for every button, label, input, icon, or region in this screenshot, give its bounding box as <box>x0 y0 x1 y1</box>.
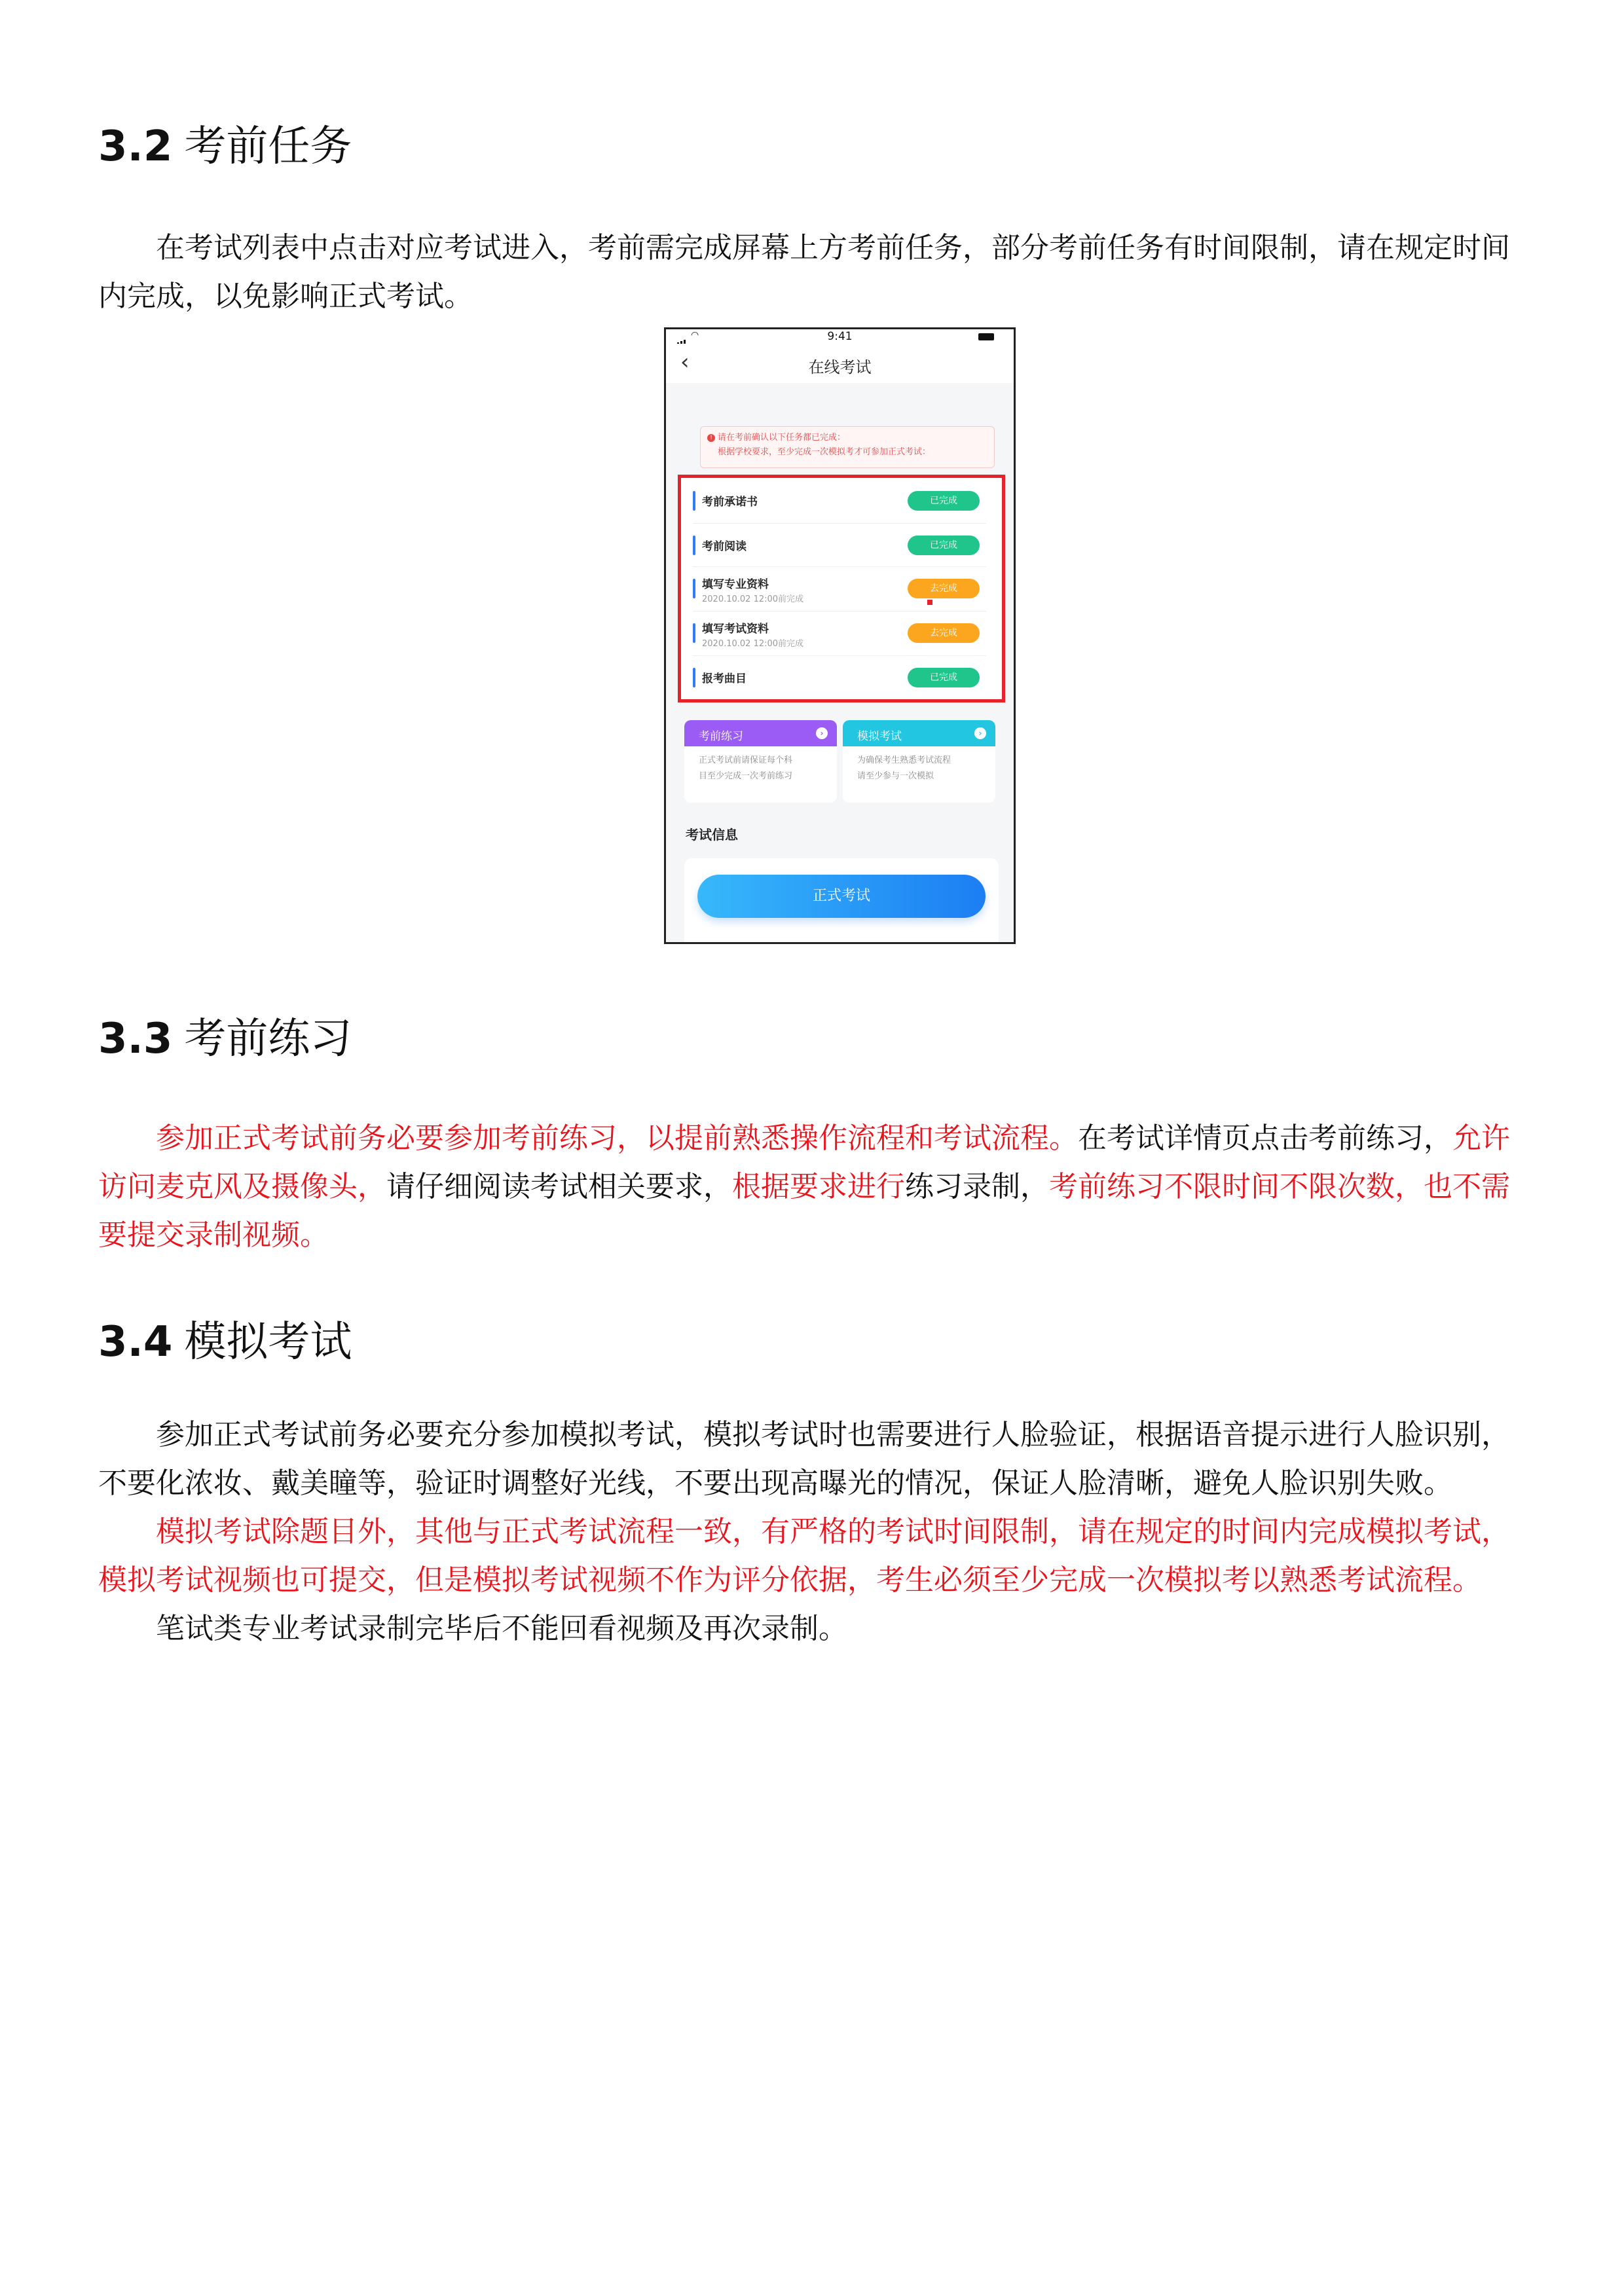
card-desc-line-1: 正式考试前请保证每个科 <box>699 756 793 765</box>
task-status-badge[interactable]: 已完成 <box>908 491 980 511</box>
card-title: 考前练习 <box>699 730 743 743</box>
task-name: 考前阅读 <box>702 540 747 553</box>
card-desc-line-2: 目至少完成一次考前练习 <box>699 771 793 781</box>
task-deadline: 2020.10.02 12:00前完成 <box>702 594 804 604</box>
task-status-badge[interactable]: 已完成 <box>908 536 980 555</box>
section-number: 3.3 <box>98 1015 173 1063</box>
body-text: 请仔细阅读考试相关要求， <box>386 1170 732 1203</box>
section-3-4-paragraph-3: 笔试类专业考试录制完毕后不能回看视频及再次录制。 <box>156 1612 847 1645</box>
task-marker <box>693 491 695 511</box>
red-text: 考前练习不限时间不限次数，也不需要提交录制视频。 <box>98 1170 1510 1252</box>
notice-line-1: 请在考前确认以下任务都已完成： <box>718 433 846 443</box>
task-item[interactable] <box>693 656 986 699</box>
alert-icon: ! <box>707 434 715 442</box>
card-title: 模拟考试 <box>857 730 902 743</box>
task-status-badge[interactable]: 去完成 <box>908 579 980 598</box>
nav-bar <box>666 344 1014 383</box>
back-icon[interactable]: ‹ <box>680 349 690 375</box>
exam-info-title: 考试信息 <box>686 827 738 843</box>
task-name: 填写考试资料 <box>702 623 769 636</box>
section-number: 3.4 <box>98 1318 173 1366</box>
mock-exam-card[interactable] <box>843 720 995 803</box>
wifi-icon: ◠ <box>691 330 699 340</box>
task-item[interactable] <box>693 524 986 567</box>
chevron-right-icon: › <box>974 727 986 739</box>
task-deadline: 2020.10.02 12:00前完成 <box>702 639 804 649</box>
task-notice <box>700 426 995 468</box>
task-name: 报考曲目 <box>702 672 747 685</box>
card-desc-line-2: 请至少参与一次模拟 <box>857 771 934 781</box>
task-item[interactable] <box>693 567 986 611</box>
chevron-right-icon: › <box>816 727 828 739</box>
task-name: 考前承诺书 <box>702 496 758 509</box>
notice-line-2: 根据学校要求，至少完成一次模拟考才可参加正式考试： <box>718 447 931 457</box>
task-marker <box>693 668 695 687</box>
nav-title: 在线考试 <box>808 358 872 376</box>
section-heading-3-4 <box>98 1308 352 1368</box>
section-heading-3-2 <box>98 113 352 173</box>
task-list-highlight <box>678 475 1005 702</box>
section-3-4-body <box>98 1411 1526 1653</box>
status-time: 9:41 <box>827 330 853 343</box>
section-title: 考前任务 <box>184 122 352 171</box>
task-item[interactable] <box>693 481 986 524</box>
formal-exam-button[interactable]: 正式考试 <box>697 875 986 918</box>
red-text: 参加正式考试前务必要参加考前练习，以提前熟悉操作流程和考试流程。 <box>156 1121 1078 1155</box>
red-text: 允许访问麦克风及摄像头， <box>98 1121 1510 1203</box>
section-title: 模拟考试 <box>184 1318 352 1366</box>
phone-screenshot <box>664 327 1016 944</box>
battery-icon <box>978 333 994 340</box>
red-marker <box>927 600 932 605</box>
task-marker <box>693 579 695 598</box>
task-status-badge[interactable]: 去完成 <box>908 623 980 643</box>
status-bar <box>666 329 1014 344</box>
task-marker <box>693 623 695 643</box>
task-name: 填写专业资料 <box>702 578 769 591</box>
section-heading-3-3 <box>98 1005 352 1065</box>
section-title: 考前练习 <box>184 1015 352 1063</box>
section-3-3-paragraph <box>98 1114 1526 1260</box>
body-text: 在考试详情页点击考前练习， <box>1078 1121 1452 1155</box>
card-desc-line-1: 为确保考生熟悉考试流程 <box>857 756 951 765</box>
section-3-2-paragraph: 在考试列表中点击对应考试进入，考前需完成屏幕上方考前任务，部分考前任务有时间限制，请在规定时间内完成，以免影响正式考试。 <box>98 231 1510 313</box>
section-3-4-paragraph-2: 模拟考试除题目外，其他与正式考试流程一致，有严格的考试时间限制，请在规定的时间内完成模拟考试，模拟考试视频也可提交，但是模拟考试视频不作为评分依据，考生必须至少完成一次模拟考以熟悉考试流程。 <box>98 1515 1510 1597</box>
section-3-4-paragraph-1: 参加正式考试前务必要充分参加模拟考试，模拟考试时也需要进行人脸验证，根据语音提示进行人脸识别，不要化浓妆、戴美瞳等，验证时调整好光线，不要出现高曝光的情况，保证人脸清晰，避免人脸识别失败。 <box>98 1418 1510 1500</box>
task-marker <box>693 536 695 555</box>
practice-card[interactable] <box>684 720 837 803</box>
section-number: 3.2 <box>98 122 173 171</box>
task-status-badge[interactable]: 已完成 <box>908 668 980 687</box>
task-item[interactable] <box>693 611 986 656</box>
red-text: 根据要求进行 <box>732 1170 905 1203</box>
body-text: 练习录制， <box>905 1170 1049 1203</box>
